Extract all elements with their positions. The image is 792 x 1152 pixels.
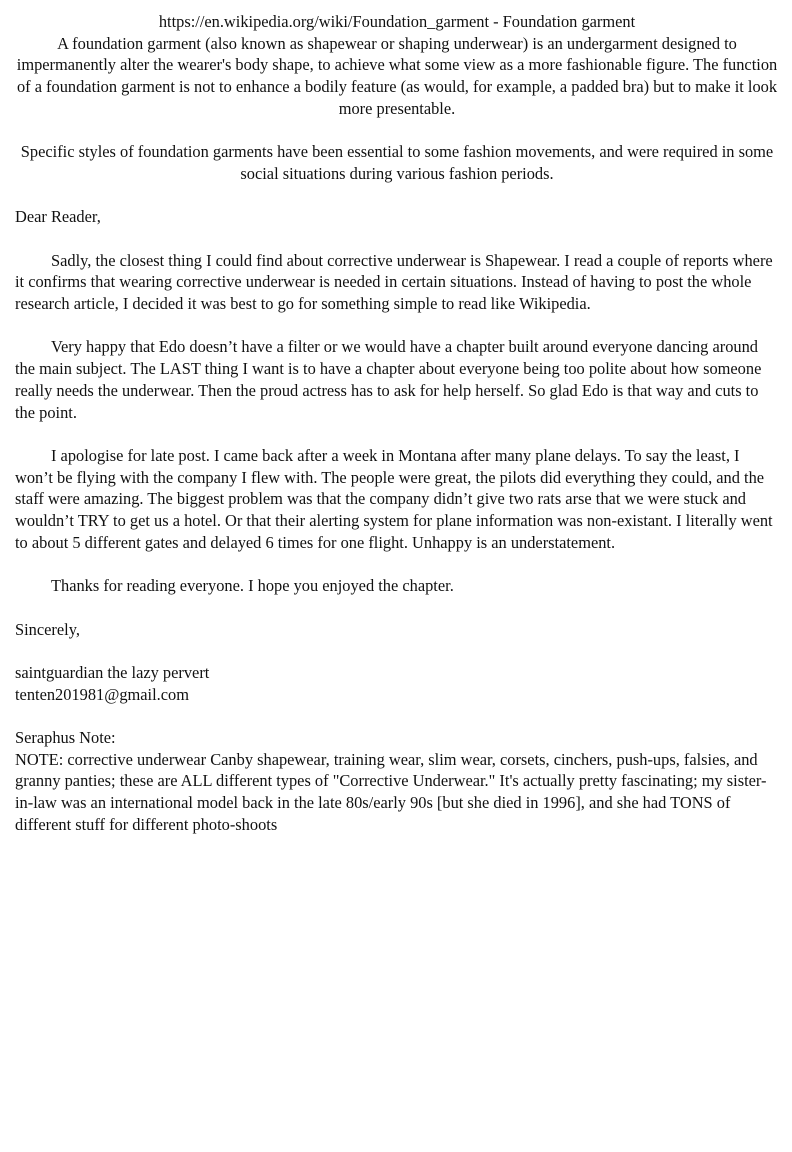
spacer [15,554,779,576]
letter-paragraph-2: Very happy that Edo doesn’t have a filter or we would have a chapter built around everyone dancing around the main subject. The LAST thing I want is to have a chapter about everyone being too polite about how someone really needs the underwear. Then the proud actress has to ask for help herself. So glad Edo is that way and cuts to the point. [15,337,762,422]
signature-name: saintguardian the lazy pervert [15,662,210,682]
spacer [15,597,779,619]
spacer [15,228,779,250]
spacer [15,705,779,727]
definition-paragraph: A foundation garment (also known as shapewear or shaping underwear) is an undergarment designed to impermanently alter the wearer's body shape, to achieve what some view as a more fashionable figure. The function of a foundation garment is not to enhance a bodily feature (as would, for example, a padded bra) but to make it look more presentable. [16,33,778,118]
spacer [15,120,779,142]
spacer [15,423,779,445]
letter-paragraph-3: I apologise for late post. I came back after a week in Montana after many plane delays. To say the least, I won’t be flying with the company I flew with. The people were great, the pilots did everything they could, and the staff were amazing. The biggest problem was that the company didn’t give two rats arse that we were stuck and wouldn’t TRY to get us a hotel. Or that their alerting system for plane information was non-existant. I literally went to about 5 different gates and delayed 6 times for one flight. Unhappy is an understatement. [15,445,773,552]
letter-closing: Sincerely, [15,619,80,639]
letter-greeting: Dear Reader, [15,207,101,227]
signature-email: tenten201981@gmail.com [15,684,189,704]
letter-paragraph-4: Thanks for reading everyone. I hope you enjoyed the chapter. [51,576,454,596]
header-block [15,11,779,185]
letter-paragraph-1: Sadly, the closest thing I could find about corrective underwear is Shapewear. I read a couple of reports where it confirms that wearing corrective underwear is needed in certain situations. Instead of having to post the whole research article, I decided it was best to go for something simple to read like Wikipedia. [15,250,773,314]
note-heading: Seraphus Note: [15,728,116,748]
spacer [15,315,779,337]
spacer [15,185,779,207]
source-line: https://en.wikipedia.org/wiki/Foundation_garment - Foundation garment [158,12,636,31]
spacer [15,640,779,662]
styles-paragraph: Specific styles of foundation garments have been essential to some fashion movements, and were required in some social situations during various fashion periods. [20,142,774,183]
document-page [15,11,779,836]
note-body: NOTE: corrective underwear Canby shapewear, training wear, slim wear, corsets, cinchers, push-ups, falsies, and granny panties; these are ALL different types of "Corrective Underwear." It's actually pretty fascinating; my sister-in-law was an international model back in the late 80s/early 90s [but she died in 1996], and she had TONS of different stuff for different photo-shoots [15,749,767,834]
